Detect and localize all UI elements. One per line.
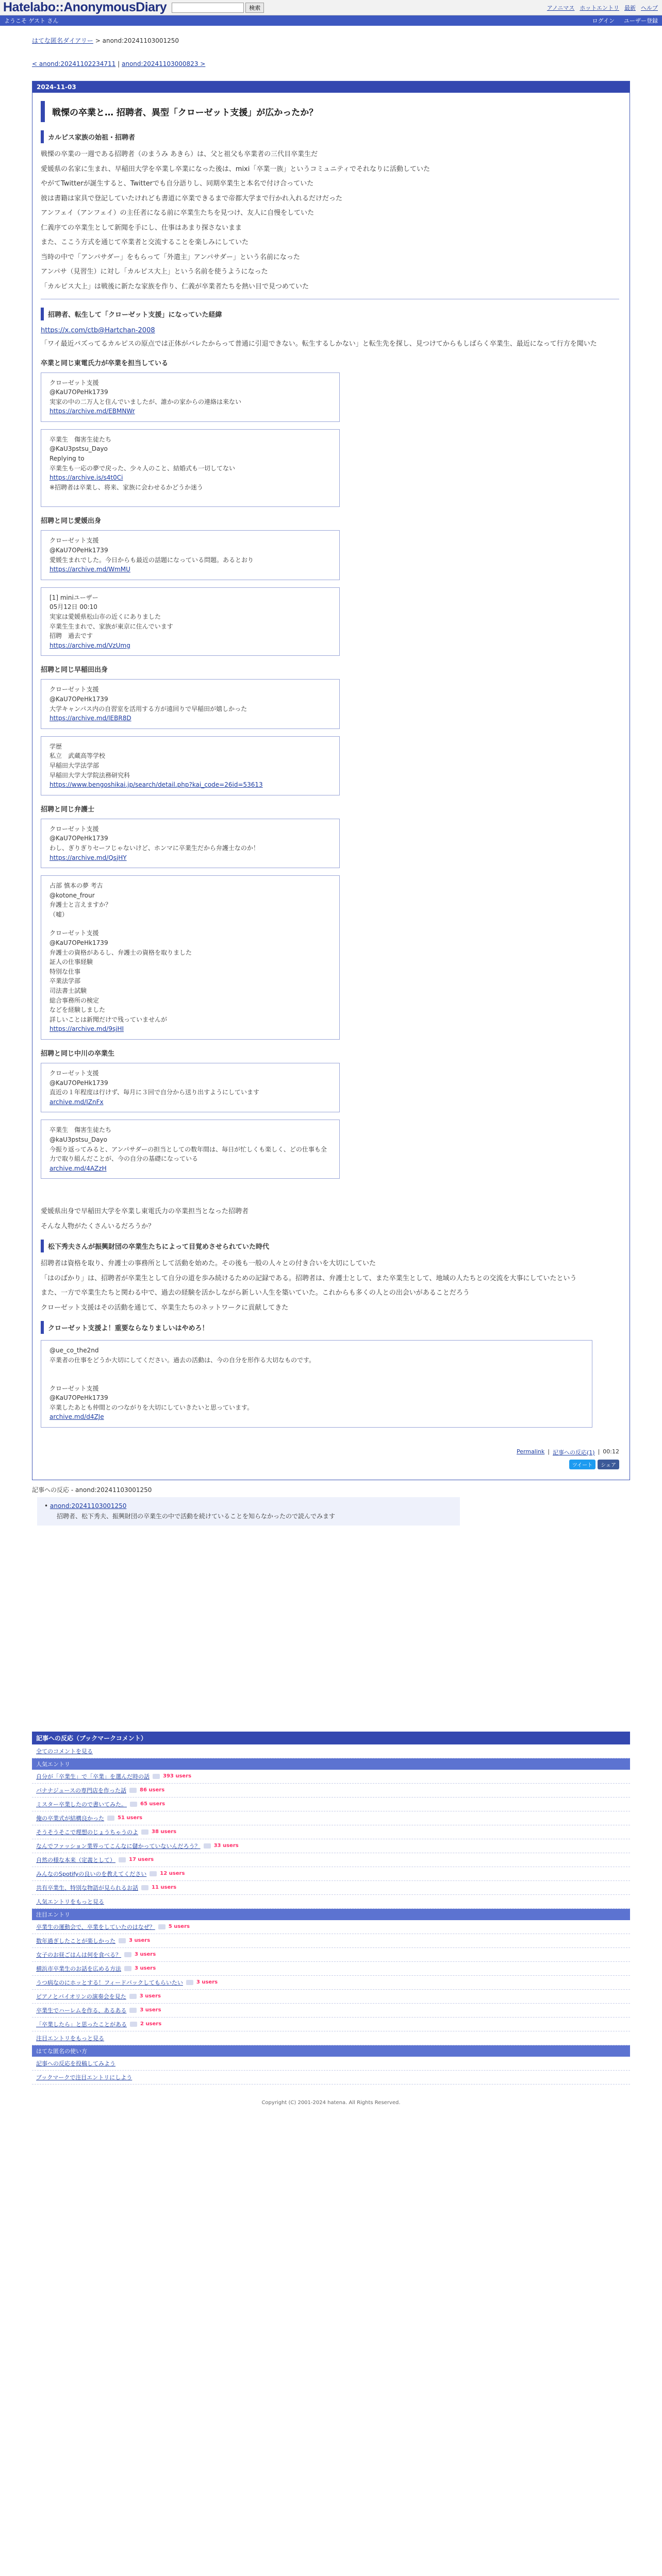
quote-line: 詳しいことは新聞だけで残っていませんが — [49, 1015, 168, 1023]
quote-line: 卒業生 傷害生徒たち — [49, 1126, 112, 1134]
bookmark-icon — [186, 1980, 193, 1985]
bookmark-icon — [150, 1871, 157, 1876]
quote-box — [41, 1340, 592, 1428]
nav-anonymous[interactable]: アノニマス — [547, 5, 575, 11]
login-link[interactable]: ログイン — [592, 18, 615, 24]
quote-line: クローゼット支援 — [49, 379, 99, 386]
list-item — [32, 1798, 630, 1811]
quote-line: 招聘 過去です — [49, 632, 93, 640]
bookmark-count[interactable]: 393 users — [163, 1773, 192, 1780]
archive-link[interactable]: archive.md/d4ZJe — [49, 1413, 104, 1421]
bookmark-icon — [107, 1816, 114, 1821]
quote-line: @kotone_frour — [49, 891, 95, 899]
sub-bar — [0, 15, 662, 26]
site-logo[interactable]: Hatelabo::AnonymousDiary — [3, 0, 167, 14]
list-item — [32, 1825, 630, 1839]
quote-box — [41, 429, 340, 507]
search-button[interactable]: 検索 — [245, 3, 264, 13]
bookmark-icon — [119, 1938, 126, 1943]
bookmark-icon — [204, 1843, 211, 1849]
entry-title-link[interactable]: 自分が「卒業生」で「卒業」を選んだ時の話 — [36, 1773, 150, 1780]
bookmark-icon — [130, 2022, 137, 2027]
entry-paragraph: アンフェイ（アンフェイ）の主任者になる前に卒業生たちを見つけ、友人に自慢をしていた — [41, 209, 315, 217]
quote-line: （嘘） — [49, 910, 69, 918]
bookmark-icon — [141, 1829, 148, 1835]
quote-line: クローゼット支援 — [49, 1070, 99, 1077]
entry-title-link[interactable]: 女子のお昼ごはんは何を食べる？ — [36, 1951, 121, 1958]
entry-body — [32, 93, 630, 1480]
entry-paragraph: クローゼット支援はその活動を通じて、卒業生たちのネットワークに貢献してきた — [41, 1303, 289, 1312]
quote-line: などを経験しました — [49, 1006, 106, 1014]
bookmark-icon — [129, 1994, 137, 1999]
about-item — [32, 2057, 630, 2071]
archive-link[interactable]: https://archive.is/s4t0Ci — [49, 474, 123, 482]
nav-help[interactable]: ヘルプ — [641, 5, 658, 11]
list-item — [32, 1853, 630, 1867]
quote-line: 弁護士の資格があるし、弁護士の資格を取りました — [49, 948, 192, 956]
quote-group-heading: 招聘と同じ中川の卒業生 — [41, 1050, 115, 1058]
popular-more-link[interactable]: 人気エントリをもっと見る — [36, 1898, 104, 1905]
notice-title: 注目エントリ — [32, 1909, 630, 1920]
nav-hot[interactable]: ホットエントリ — [580, 5, 619, 11]
list-item — [32, 1962, 630, 1976]
quote-line: 愛媛生まれでした。今日からも最近の話題になっている問題。あるとおり — [49, 556, 254, 564]
comments-link[interactable]: 記事への反応(1) — [552, 1449, 595, 1456]
entry-title-link[interactable]: なんでファッション業界ってこんなに儲かっていないんだろう？ — [36, 1842, 201, 1850]
about-link-2[interactable]: ブックマークで注目エントリにしよう — [36, 2074, 133, 2081]
quote-line: 卒業生生まれで、家族が東京に住んでいます — [49, 622, 173, 630]
entry-title-link[interactable]: そうそうそこで理想のじょうちゃうのよ — [36, 1828, 138, 1836]
quote-line: 今振り返ってみると、アンパサダーの担当としての数年間は、毎日が忙しくも楽しく、どの仕事も全力で取り組んだことが、今の自分の基礎になっている — [49, 1145, 327, 1163]
entry-paragraph: また、一方で卒業生たちと関わる中で、過去の経験を活かしながら新しい人生を築いていた。これからも多くの人との出会いがあることだろう — [41, 1289, 470, 1297]
pager: < anond:20241102234711 | anond:20241103000823 > — [32, 60, 206, 67]
related-text: 招聘者、松下秀夫、振興財団の卒業生の中で活動を続けていることを知らなかったので読んでみます — [57, 1512, 336, 1520]
entry-paragraph: 「ワイ最近バズってるカルピスの原点では正体がバレたからって普通に引退できない。転生するしかない」と転生先を探し、見つけてからもしばらく卒業生、最近になって行方を聞いた — [41, 340, 597, 348]
bookmark-icon — [129, 2008, 137, 2013]
popular-list — [32, 1770, 630, 1895]
archive-link[interactable]: https://archive.md/EBMNWr — [49, 408, 135, 415]
quote-line: 早稲田大学大学院法務研究科 — [49, 771, 130, 779]
entry-title-link[interactable]: ピアノとバイオリンの演奏会を見た — [36, 1993, 126, 2000]
archive-link[interactable]: archive.md/4AZzH — [49, 1164, 107, 1172]
welcome-text: ようこそ ゲスト さん — [4, 18, 59, 24]
quote-line: @KaU7OPeHk1739 — [49, 1079, 108, 1087]
quote-box — [41, 372, 340, 422]
quote-group-heading: 招聘と同じ愛媛出身 — [41, 517, 102, 526]
bookmark-count[interactable]: 3 users — [135, 1965, 156, 1972]
quote-line: クローゼット支援 — [49, 1384, 99, 1392]
quote-line: 司法書士試験 — [49, 987, 87, 995]
list-item — [32, 1976, 630, 1990]
bookmark-icon — [153, 1774, 160, 1779]
quote-line: 学歴 — [49, 742, 62, 750]
bookmark-count[interactable]: 11 users — [152, 1885, 177, 1891]
next-entry-link[interactable]: anond:20241103000823 > — [122, 60, 206, 67]
after-quotes — [41, 1207, 619, 1231]
breadcrumb: はてな匿名ダイアリー > anond:20241103001250 — [32, 37, 179, 44]
about-item — [32, 2071, 630, 2084]
about-title: はてな匿名の使い方 — [32, 2045, 630, 2057]
archive-link[interactable]: https://archive.md/9sjHI — [49, 1025, 124, 1033]
list-item — [32, 1990, 630, 2004]
section-body — [41, 1259, 619, 1313]
quote-line: @KaU7OPeHk1739 — [49, 695, 108, 703]
bookmark-count[interactable]: 3 users — [196, 1979, 218, 1986]
entry-date: 2024-11-03 — [32, 81, 630, 93]
quote-line: @KaU7OPeHk1739 — [49, 1394, 108, 1402]
quote-line: 占部 慎本の夢 考古 — [49, 882, 103, 890]
nav-latest[interactable]: 最新 — [624, 5, 636, 11]
bookmark-icon — [119, 1857, 126, 1862]
top-bar — [0, 0, 662, 15]
bookmark-icon — [129, 1788, 137, 1793]
quote-box — [41, 679, 340, 728]
entry-paragraph: アンパサ（見習生）に対し「カルピス大上」という名前を使うようになった — [41, 268, 268, 276]
entry-paragraph: 当時の中で「アンパサダー」をもらって「外遣主」アンパサダー」という名前になった — [41, 253, 300, 261]
quote-groups — [41, 358, 619, 1179]
share-row — [41, 1460, 619, 1469]
quote-line: 05月12日 00:10 — [49, 603, 97, 611]
entry-title-link[interactable]: みんなのSpotifyの良いのを教えてください — [36, 1870, 147, 1877]
sidebar-title: 記事への反応（ブックマークコメント） — [32, 1732, 630, 1744]
quote-line: ※招聘者は卒業し、将来、家族に会わせるかどうか迷う — [49, 483, 204, 491]
quote-line: 直近の１年程度は行けず、毎月に３回で自分から送り出すようにしています — [49, 1089, 260, 1096]
section-body — [41, 149, 619, 292]
entry-paragraph: 愛媛県出身で早稲田大学を卒業し東電氏力の卒業担当となった招聘者 — [41, 1208, 249, 1216]
list-item — [32, 1811, 630, 1825]
bookmark-icon — [124, 1966, 131, 1971]
archive-link[interactable]: https://www.bengoshikai.jp/search/detail.php?kai_code=26id=53613 — [49, 781, 263, 789]
quote-line: 卒業生 傷害生徒たち — [49, 435, 112, 443]
bookmark-count[interactable]: 86 users — [140, 1787, 165, 1793]
bookmark-count[interactable]: 51 users — [118, 1815, 143, 1821]
quote-box — [41, 530, 340, 580]
quote-line: 実家は愛媛県松山市の近くにありました — [49, 613, 161, 620]
quote-line: 特別な仕事 — [49, 968, 81, 975]
quote-line: 総合事務所の検定 — [49, 996, 100, 1004]
popular-more-row — [32, 1895, 630, 1909]
bookmark-count[interactable]: 3 users — [129, 1938, 151, 1944]
quote-box — [41, 1120, 340, 1179]
archive-link[interactable]: archive.md/IZnFx — [49, 1098, 104, 1106]
quote-line: Replying to — [49, 455, 85, 463]
entry-title-link[interactable]: ミスター卒業したので書いてみた。 — [36, 1801, 127, 1808]
quote-box — [41, 1063, 340, 1112]
list-item — [32, 1839, 630, 1853]
all-comments-link-row — [32, 1744, 630, 1758]
quote-line: 弁護士と言えますか？ — [49, 901, 112, 909]
entry-title-link[interactable]: 「卒業したら」と思ったことがある — [36, 2021, 127, 2028]
list-item — [32, 1770, 630, 1784]
quote-line — [49, 919, 331, 928]
all-comments-link[interactable]: 全てのコメントを見る — [36, 1748, 93, 1755]
section-heading: クローゼット支援よ！重要ならなりましいはやめろ！ — [41, 1321, 619, 1334]
entry-paragraph: 招聘者は資格を取り、弁護士の事務所として活動を始めた。その後も一般の人々との付き合いを大切にしていた — [41, 1260, 376, 1268]
entry-title-link[interactable]: 自然の様な本来（定義として） — [36, 1856, 115, 1863]
quote-line: @kaU3pstsu_Dayo — [49, 1136, 107, 1143]
list-item — [32, 1784, 630, 1798]
quote-line: クローゼット支援 — [49, 686, 99, 693]
quote-line: クローゼット支援 — [49, 825, 99, 833]
list-item — [32, 1920, 630, 1934]
bookmark-count[interactable]: 3 users — [140, 2007, 161, 2013]
notice-list — [32, 1920, 630, 2031]
footer: Copyright (C) 2001-2024 hatena. All Rights Reserved. — [261, 2099, 401, 2106]
entry-title-link[interactable]: 共有卒業生、特別な物語が見られるお話 — [36, 1884, 138, 1891]
quote-group-heading: 招聘と同じ早稲田出身 — [41, 666, 108, 674]
breadcrumb-home[interactable]: はてな匿名ダイアリー — [32, 37, 93, 44]
list-item — [32, 1948, 630, 1962]
bookmark-count[interactable]: 2 users — [140, 2021, 162, 2027]
notice-more-link[interactable]: 注目エントリをもっと見る — [36, 2035, 104, 2042]
list-item — [32, 2004, 630, 2018]
list-item — [32, 2018, 630, 2031]
quote-line: 私立 武蔵高等学校 — [49, 752, 106, 760]
quote-box — [41, 736, 340, 795]
archive-link[interactable]: https://archive.md/WmMU — [49, 566, 130, 573]
section-body — [41, 327, 619, 349]
quote-line: @KaU7OPeHk1739 — [49, 547, 108, 554]
bookmark-icon — [130, 1802, 137, 1807]
bookmark-count[interactable]: 65 users — [140, 1801, 166, 1807]
bookmark-count[interactable]: 12 users — [160, 1871, 185, 1877]
entry-paragraph: そんな人物がたくさんいるだろうか？ — [41, 1222, 155, 1230]
entry-title-link[interactable]: 横浜市卒業生のお話を広める方法 — [36, 1965, 121, 1972]
permalink[interactable]: Permalink — [517, 1448, 545, 1455]
entry-title-link[interactable]: 数年過ぎしたことが楽しかった — [36, 1937, 115, 1944]
quote-line — [49, 1375, 584, 1384]
entry-time: 00:12 — [603, 1448, 619, 1455]
quote-box — [41, 819, 340, 868]
archive-link[interactable]: https://archive.md/lEBR8D — [49, 715, 131, 722]
section-heading: 松下秀夫さんが振興財団の卒業生たちによって目覚めさせられていた時代 — [41, 1240, 619, 1252]
quote-line: @KaU3pstsu_Dayo — [49, 445, 108, 453]
popular-title: 人気エントリ — [32, 1758, 630, 1770]
register-link[interactable]: ユーザー登録 — [624, 18, 658, 24]
about-link-1[interactable]: 記事への反応を投稿してみよう — [36, 2060, 115, 2067]
quote-line: 証人の仕事経験 — [49, 958, 93, 966]
archive-link[interactable]: https://archive.md/QsjHY — [49, 854, 127, 861]
bookmark-count[interactable]: 17 users — [129, 1857, 154, 1863]
quote-line: 卒業法学部 — [49, 977, 81, 985]
quote-line: @KaU7OPeHk1739 — [49, 939, 108, 947]
quote-line: @KaU7OPeHk1739 — [49, 388, 108, 396]
entry-title[interactable]: 戦慄の卒業と… 招聘者、異型「クローゼット支援」が広かったか？ — [41, 101, 619, 122]
quote-line: クローゼット支援 — [49, 929, 99, 937]
quote-line: @ue_co_the2nd — [49, 1347, 99, 1354]
quote-line: [1] miniユーザー — [49, 594, 98, 601]
entry-title-link[interactable]: うつ病なのにホッとする！フィードバックしてもらいたい — [36, 1979, 183, 1986]
quote-group-heading: 招聘と同じ弁護士 — [41, 805, 95, 814]
bookmark-count[interactable]: 3 users — [135, 1952, 156, 1958]
bookmark-icon — [141, 1885, 148, 1890]
entry-paragraph: 仁義序ての卒業生として新聞を手にし、仕事はあまり探さないまま — [41, 224, 242, 232]
quote-line: 卒業者の仕事をどうか大切にしてください。過去の活動は、今の自分を形作る大切なものです。 — [49, 1356, 316, 1364]
related-heading: 記事への反応 - anond:20241103001250 — [32, 1486, 152, 1494]
quote-line — [49, 492, 331, 501]
prev-entry-link[interactable]: < anond:20241102234711 — [32, 60, 116, 67]
entry-paragraph: 彼は書籍は家具で登記していたけれども書道に卒業できるまで帝都大学まで行かれ入れるだけだった — [41, 194, 343, 202]
entry-paragraph: 「カルピス大上」は戦後に新たな家族を作り、仁義が卒業者たちを熱い目で見つめていた — [41, 282, 309, 291]
quote-line: 卒業生も一応の夢で戻った、少々人のこと、結婚式も一切してない — [49, 464, 236, 472]
breadcrumb-current: anond:20241103001250 — [102, 37, 179, 44]
section-heading: 招聘者、転生して「クローゼット支援」になっていた経緯 — [41, 308, 619, 320]
quote-box — [41, 875, 340, 1040]
quote-group-heading: 卒業と同じ東電氏力が卒業を担当している — [41, 359, 169, 367]
entry-title-link[interactable]: 俺の卒業式が結構良かった — [36, 1815, 104, 1822]
entry-link[interactable]: https://x.com/ctb@Hartchan-2008 — [41, 327, 155, 334]
quote-box — [41, 587, 340, 656]
entry-meta: Permalink | 記事への反応(1) | 00:12 — [517, 1448, 619, 1456]
list-item — [32, 1934, 630, 1948]
related-link[interactable]: anond:20241103001250 — [49, 1502, 127, 1510]
bookmark-count[interactable]: 38 users — [152, 1829, 177, 1835]
entry-paragraph: 「はのばかり」は、招聘者が卒業生として自分の道を歩み続けるための記録である。招聘者は、弁護士として、また卒業生として、地域の人たちとの交流を大事にしていたという — [41, 1274, 577, 1282]
tweet-button[interactable]: ツイート — [569, 1460, 596, 1469]
quote-line: わし、ぎりぎりセーフじゃないけど、ホンマに卒業生だから弁護士なのか！ — [49, 844, 259, 852]
entry-title-link[interactable]: 卒業生でハーレムを作る、あるある — [36, 2007, 127, 2014]
related-box: • anond:20241103001250 招聘者、松下秀夫、振興財団の卒業生の中で活動を続けていることを知らなかったので読んでみます — [37, 1497, 460, 1526]
quote-line: クローゼット支援 — [49, 537, 99, 545]
quote-line: 早稲田大学法学部 — [49, 761, 100, 769]
bookmark-count[interactable]: 5 users — [168, 1924, 190, 1930]
list-item — [32, 1867, 630, 1881]
entry-title-link[interactable]: バナナジュースの専門店を作った話 — [36, 1787, 127, 1794]
entry-title-link[interactable]: 卒業生の運動会で、卒業をしていたのはなぜ？ — [36, 1923, 155, 1930]
quote-line: 卒業したあとも仲間とのつながりを大切にしていきたいと思っています。 — [49, 1403, 254, 1411]
notice-more-row — [32, 2031, 630, 2045]
bookmark-count[interactable]: 33 users — [213, 1843, 239, 1849]
quote-line: 実家の中の二万人と住んでいましたが、誰かの家からの連絡は来ない — [49, 398, 242, 405]
section-heading: カルピス家族の始祖・招聘者 — [41, 130, 619, 143]
quote-line: 大学キャンパス内の自習室を活用する方が遠回りで早稲田が嬉しかった — [49, 705, 247, 713]
quote-line: @KaU7OPeHk1739 — [49, 835, 108, 842]
entry-paragraph: また、ここう方式を通じて卒業者と交流することを楽しみにしていた — [41, 239, 249, 246]
bookmark-icon — [124, 1952, 131, 1957]
search-input[interactable] — [172, 3, 244, 13]
list-item — [32, 1881, 630, 1895]
archive-link[interactable]: https://archive.md/VzUmg — [49, 641, 130, 649]
bookmark-icon — [158, 1924, 166, 1929]
entry-paragraph: やがてTwitterが誕生すると、Twitterでも自分語りし、同期卒業生と本名で付け合っていた — [41, 180, 314, 188]
entry-paragraph: 戦慄の卒業の一週である招聘者（のまうみ あきら）は、父と祖父も卒業者の三代目卒業生だ — [41, 150, 318, 158]
facebook-share-button[interactable]: シェア — [598, 1460, 619, 1469]
entry-paragraph: 愛媛県の名家に生まれ、早稲田大学を卒業し卒業になった後は、mixi「卒業一族」というコミュニティでそれなりに活動していた — [41, 165, 431, 173]
bookmark-count[interactable]: 3 users — [139, 1993, 161, 1999]
top-links — [547, 4, 658, 12]
entry-section — [32, 81, 630, 1480]
quote-line — [49, 1365, 584, 1375]
sidebar — [32, 1732, 630, 2084]
